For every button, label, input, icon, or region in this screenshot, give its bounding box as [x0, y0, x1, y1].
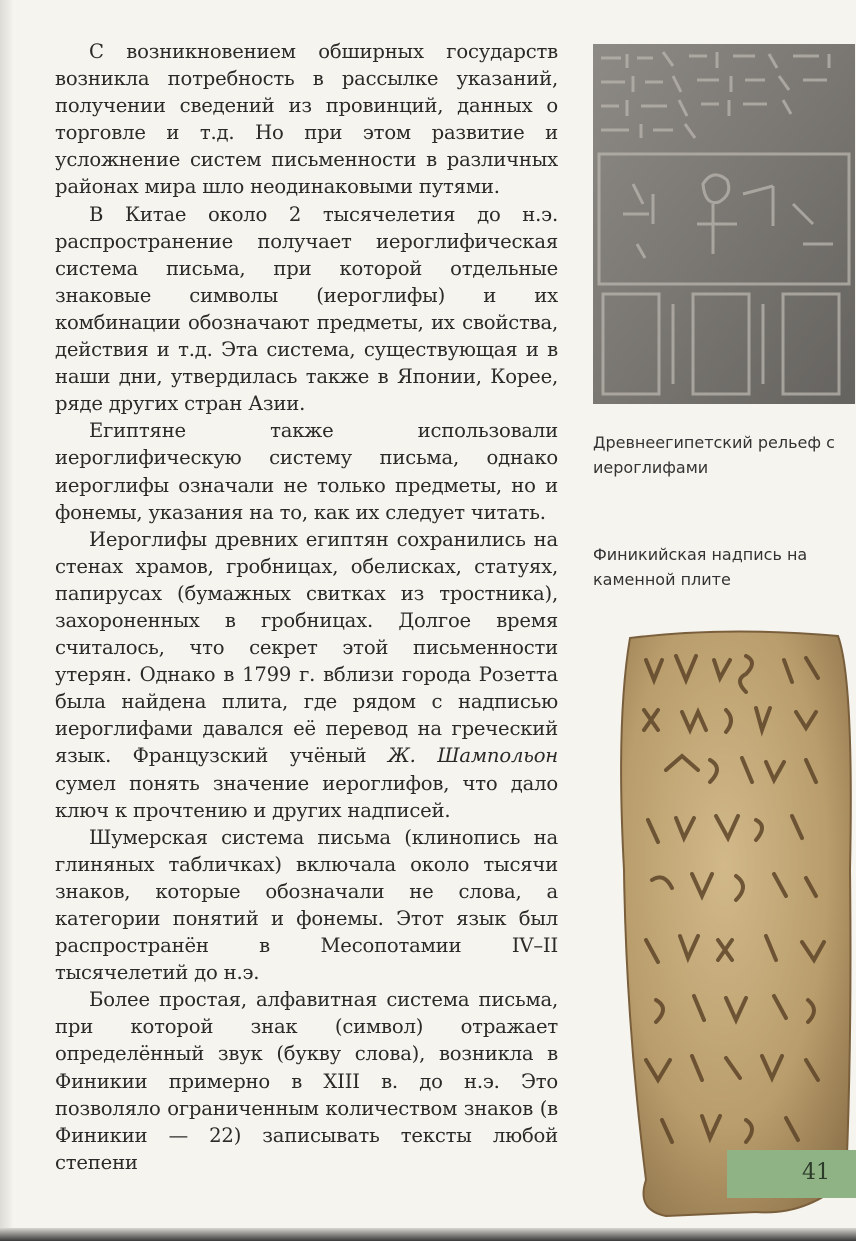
champollion-name: Ж. Шампольон	[387, 744, 558, 768]
paragraph-rosetta-text-end: сумел понять значение иероглифов, что дало ключ к прочтению и других надписей.	[55, 771, 558, 822]
page-bottom-edge	[0, 1228, 856, 1241]
paragraph-states: С возникновением обширных государств возникла потребность в рассылке указаний, получении сведений из провинций, данных о торговле и т.д. Но при этом развитие и усложнение систем письменности в различных районах мира шло неодинаковыми путями.	[55, 40, 558, 199]
paragraph-sumer: Шумерская система письма (клинопись на глиняных табличках) включала около тысячи знаков, которые обозначали не слова, а категории понятий и фонемы. Этот язык был распространён в Месопотамии IV–II тысячелетий до н.э.	[55, 825, 558, 985]
egyptian-relief-image	[593, 44, 855, 404]
page-number-badge	[727, 1150, 856, 1198]
main-text-column	[55, 38, 558, 1176]
relief-caption: Древнеегипетский рельеф с иероглифами	[593, 433, 835, 477]
phoenician-caption: Финикийская надпись на каменной плите	[593, 545, 808, 589]
paragraph-rosetta	[55, 526, 558, 824]
page-number: 41	[802, 1160, 830, 1185]
phoenician-stone-image	[606, 620, 856, 1225]
paragraph-china: В Китае около 2 тысячелетия до н.э. распространение получает иероглифическая система письма, при которой отдельные знаковые символы (иероглифы) и их комбинации обозначают предметы, их свойства, действия и т.д. Эта система, существующая и в наши дни, утвердилась также в Японии, Корее, ряде других стран Азии.	[55, 202, 558, 416]
page-fold-shadow	[0, 0, 14, 1241]
paragraph-egypt: Египтяне также использовали иероглифическую систему письма, однако иероглифы означали не только предметы, но и фонемы, указания на то, как их следует читать.	[55, 419, 558, 524]
paragraph-phoenicia: Более простая, алфавитная система письма, при которой знак (символ) отражает определённый звук (букву слова), возникла в Финикии примерно в XIII в. до н.э. Это позволяло ограниченным количеством знаков (в Финикии — 22) записывать тексты любой степени	[55, 988, 558, 1174]
paragraph-rosetta-text: Иероглифы древних египтян сохранились на стенах храмов, гробницах, обелисках, статуях, папирусах (бумажных свитках из тростника), захороненных в гробницах. Долгое время считалось, что секрет этой письменности утерян. Однако в 1799 г. вблизи города Розетта была найдена плита, где рядом с надписью иероглифами давался её перевод на греческий язык. Французский учёный	[55, 527, 558, 768]
